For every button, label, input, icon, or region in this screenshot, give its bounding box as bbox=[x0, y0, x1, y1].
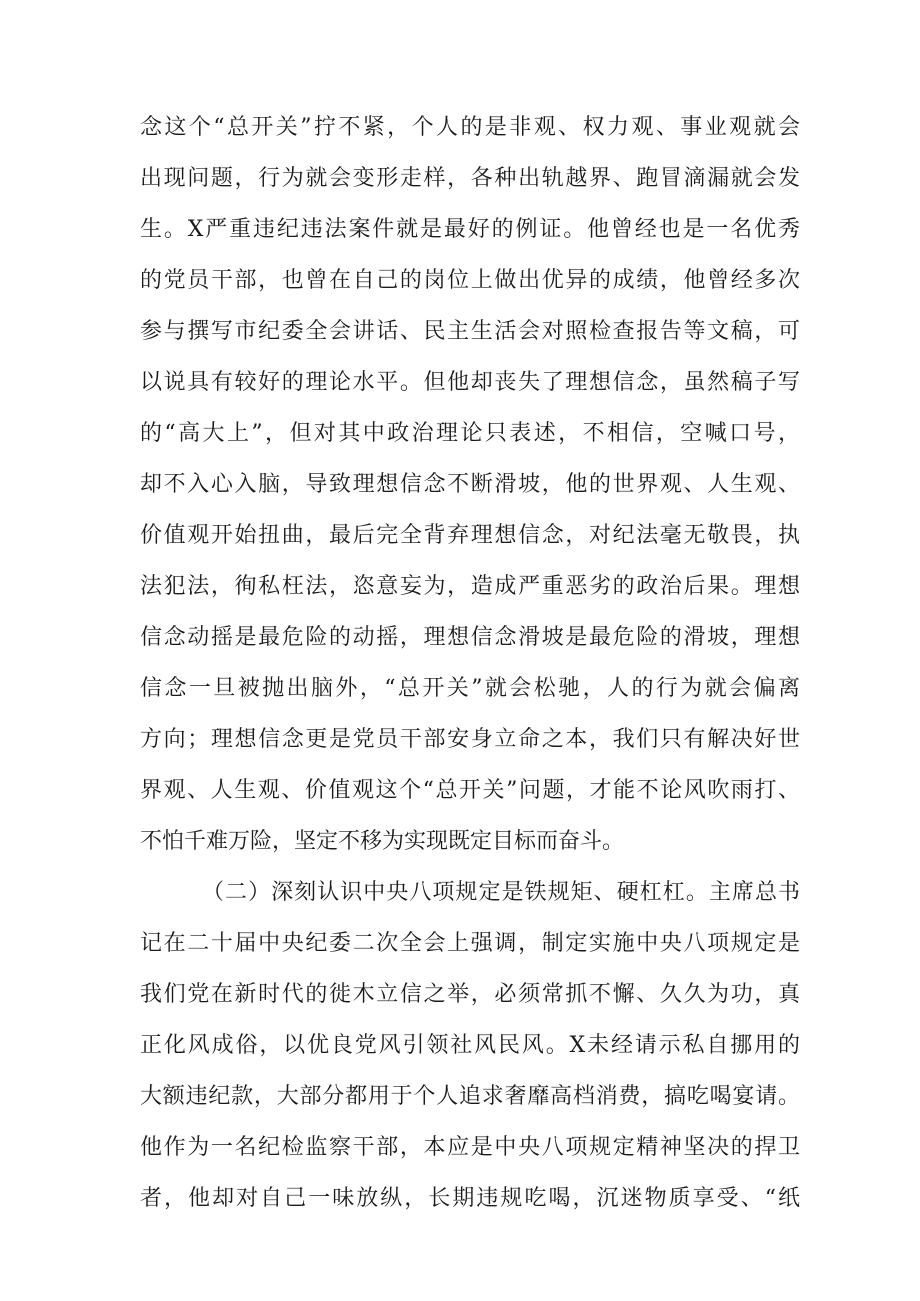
text-line: 界观、人生观、价值观这个“总开关”问题，才能不论风吹雨打、 bbox=[140, 778, 800, 803]
text-line: 参与撰写市纪委全会讲话、民主生活会对照检查报告等文稿，可 bbox=[140, 319, 800, 344]
text-line: 者，他却对自己一味放纵，长期违规吃喝，沉迷物质享受、“纸 bbox=[140, 1186, 800, 1211]
text-line: 以说具有较好的理论水平。但他却丧失了理想信念，虽然稿子写 bbox=[140, 370, 800, 395]
text-line: 的“高大上”，但对其中政治理论只表述，不相信，空喊口号， bbox=[140, 421, 800, 446]
text-line: 生。X严重违纪违法案件就是最好的例证。他曾经也是一名优秀 bbox=[140, 217, 800, 242]
text-line: 念这个“总开关”拧不紧，个人的是非观、权力观、事业观就会 bbox=[140, 115, 800, 140]
text-line: 出现问题，行为就会变形走样，各种出轨越界、跑冒滴漏就会发 bbox=[140, 166, 800, 191]
text-line: 法犯法，徇私枉法，恣意妄为，造成严重恶劣的政治后果。理想 bbox=[140, 574, 800, 599]
text-line: 方向；理想信念更是党员干部安身立命之本，我们只有解决好世 bbox=[140, 727, 800, 752]
text-line: 不怕千难万险，坚定不移为实现既定目标而奋斗。 bbox=[140, 829, 625, 854]
text-line: 我们党在新时代的徙木立信之举，必须常抓不懈、久久为功，真 bbox=[140, 982, 800, 1007]
text-line: 正化风成俗，以优良党风引领社风民风。X未经请示私自挪用的 bbox=[140, 1033, 800, 1058]
text-line: 价值观开始扭曲，最后完全背弃理想信念，对纪法毫无敬畏，执 bbox=[140, 523, 800, 548]
section-heading-line: （二）深刻认识中央八项规定是铁规矩、硬杠杠。主席总书 bbox=[202, 880, 800, 905]
text-line: 却不入心入脑，导致理想信念不断滑坡，他的世界观、人生观、 bbox=[140, 472, 800, 497]
text-line: 大额违纪款，大部分都用于个人追求奢靡高档消费，搞吃喝宴请。 bbox=[140, 1084, 800, 1109]
text-line: 信念一旦被抛出脑外，“总开关”就会松驰，人的行为就会偏离 bbox=[140, 676, 800, 701]
text-line: 信念动摇是最危险的动摇，理想信念滑坡是最危险的滑坡，理想 bbox=[140, 625, 800, 650]
text-line: 他作为一名纪检监察干部，本应是中央八项规定精神坚决的捍卫 bbox=[140, 1135, 800, 1160]
text-line: 的党员干部，也曾在自己的岗位上做出优异的成绩，他曾经多次 bbox=[140, 268, 800, 293]
text-line: 记在二十届中央纪委二次全会上强调，制定实施中央八项规定是 bbox=[140, 931, 800, 956]
